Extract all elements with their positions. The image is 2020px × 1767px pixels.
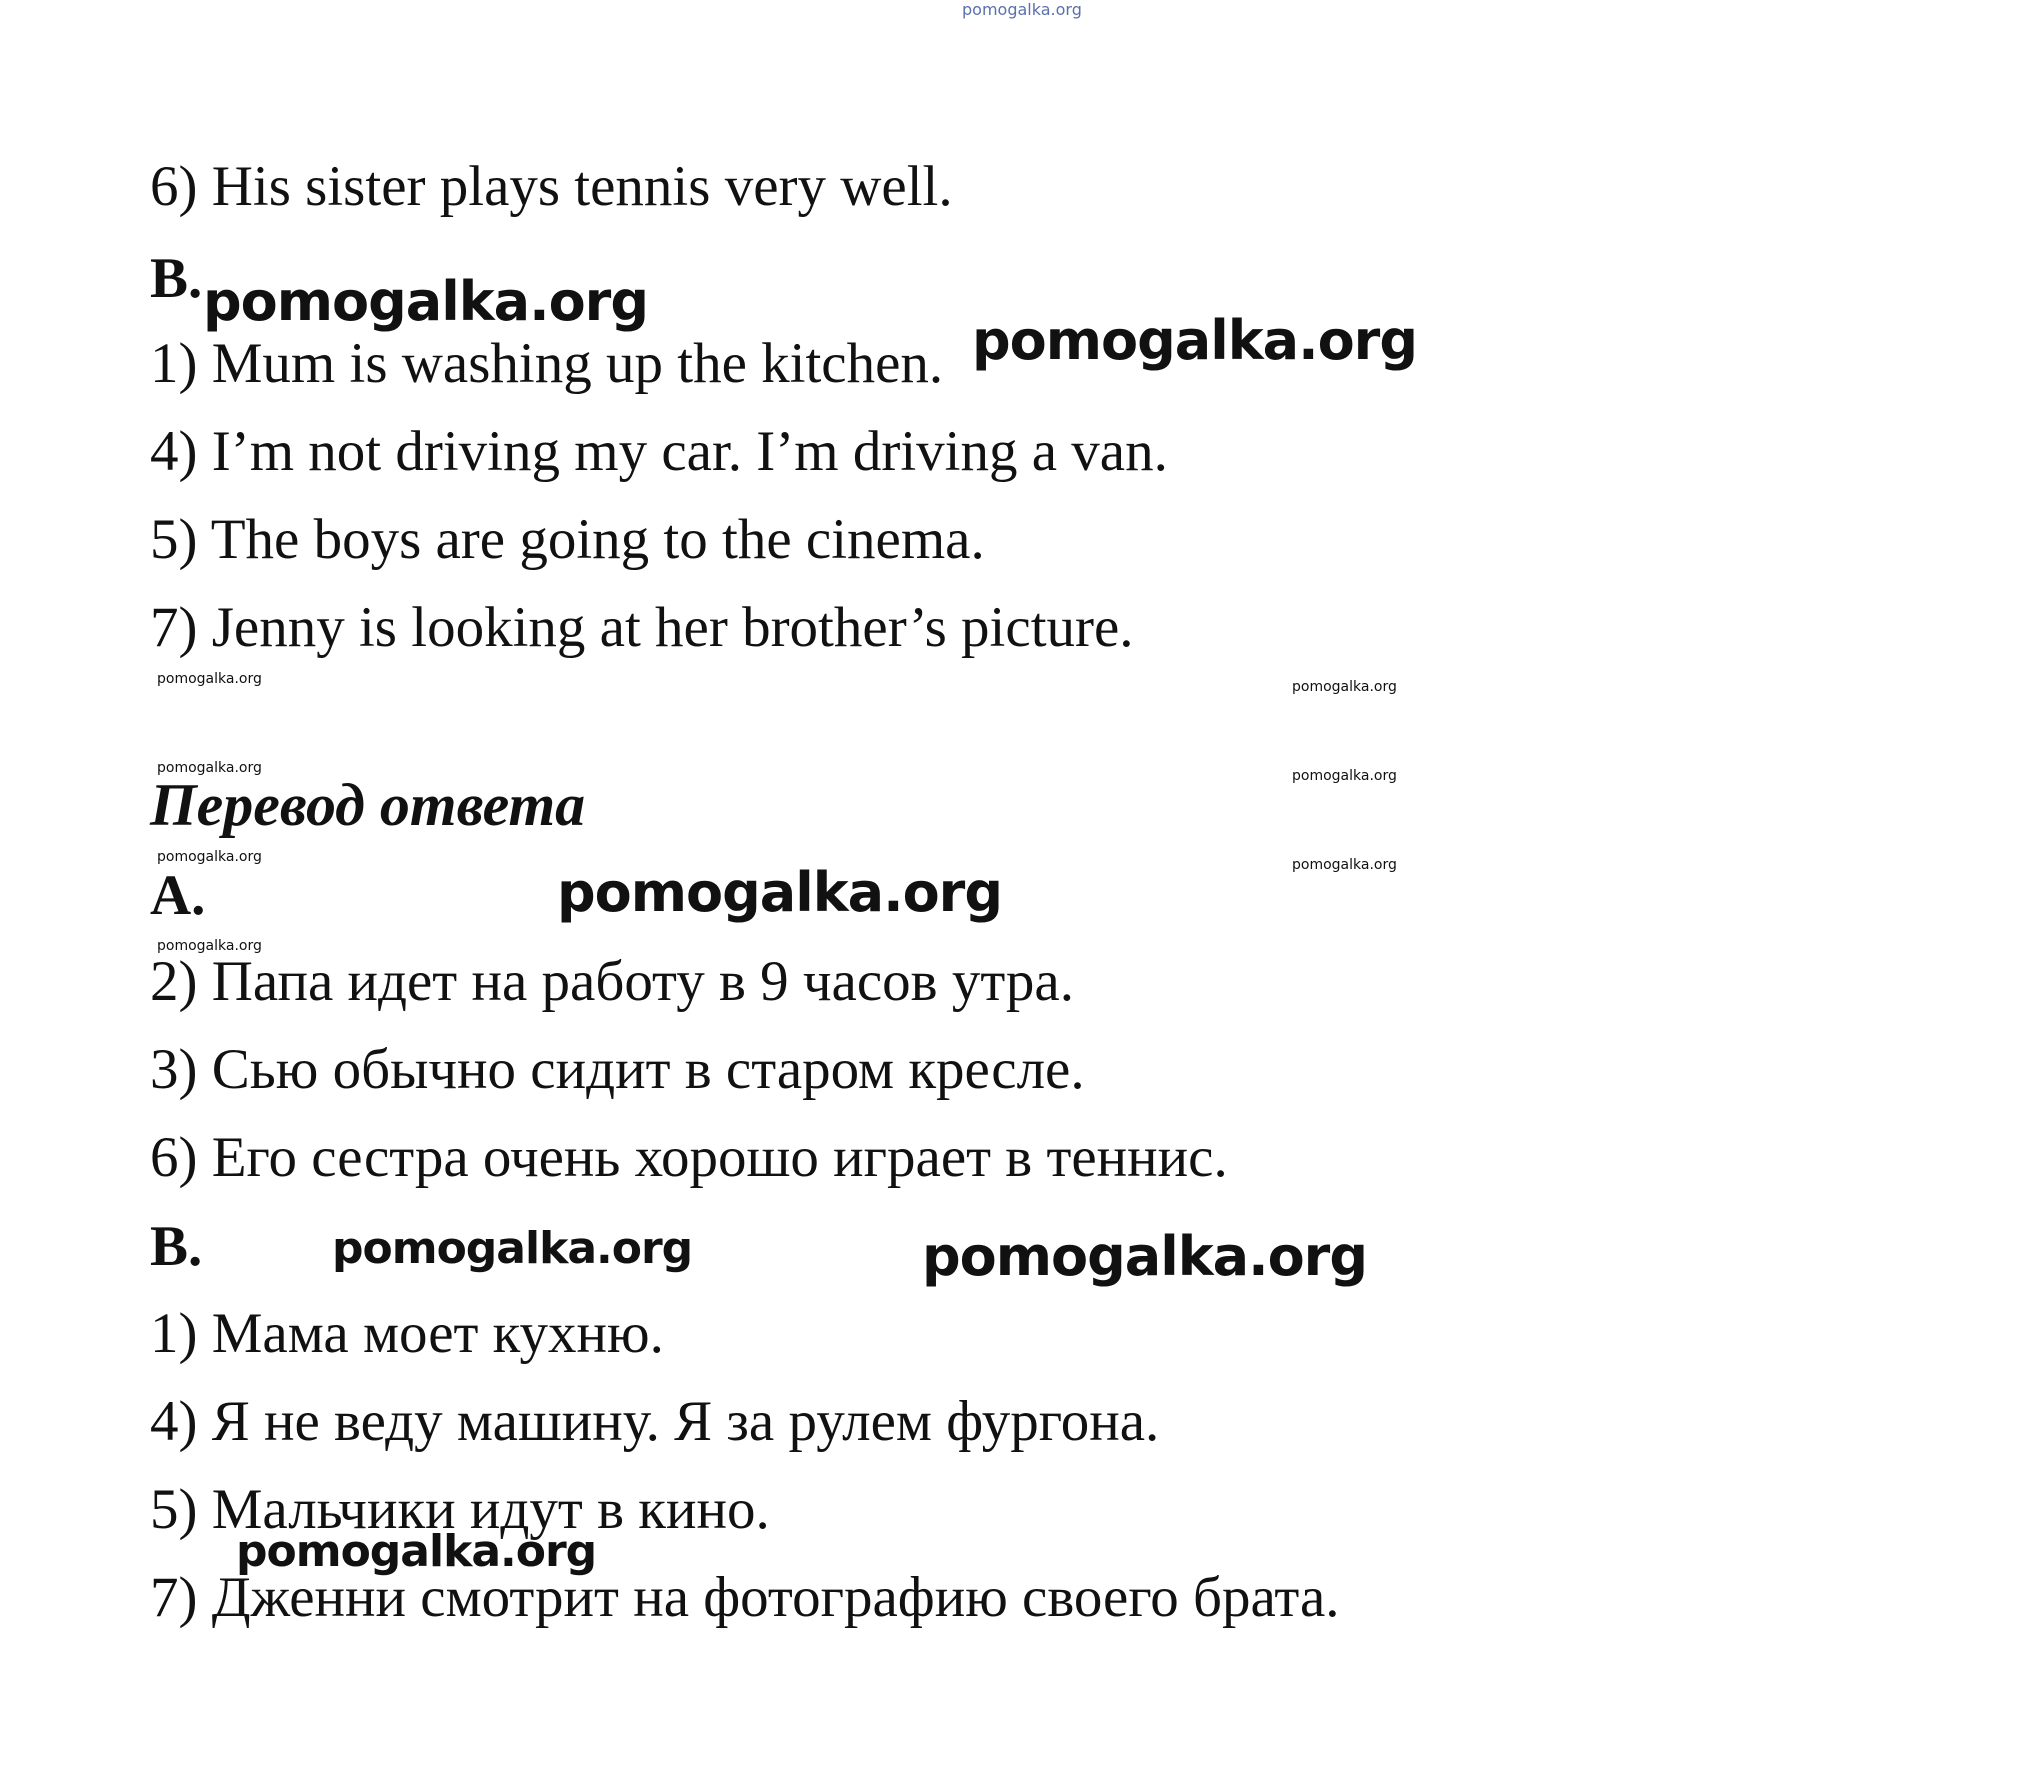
answer-a6-ru: 6) Его сестра очень хорошо играет в теннис. xyxy=(150,1126,1228,1189)
answer-b7-ru: 7) Дженни смотрит на фотографию своего брата. xyxy=(150,1566,1340,1629)
section-a-label-ru: A. xyxy=(150,864,206,927)
answer-b5-en: 5) The boys are going to the cinema. xyxy=(150,508,985,571)
watermark-3: pomogalka.org xyxy=(157,671,262,687)
watermark-5: pomogalka.org xyxy=(157,760,262,776)
watermark-11: pomogalka.org xyxy=(332,1223,693,1274)
section-b-label-en: B. xyxy=(150,247,203,310)
answer-b1-en: 1) Mum is washing up the kitchen. xyxy=(150,332,944,395)
watermark-top: pomogalka.org xyxy=(962,0,1082,19)
answer-a6-en: 6) His sister plays tennis very well. xyxy=(150,155,953,218)
answer-a2-ru: 2) Папа идет на работу в 9 часов утра. xyxy=(150,950,1074,1013)
watermark-6: pomogalka.org xyxy=(1292,768,1397,784)
watermark-8: pomogalka.org xyxy=(1292,857,1397,873)
watermark-9: pomogalka.org xyxy=(157,938,262,954)
watermark-7: pomogalka.org xyxy=(157,849,262,865)
watermark-1: pomogalka.org xyxy=(203,270,648,333)
watermark-10: pomogalka.org xyxy=(557,861,1002,924)
watermark-4: pomogalka.org xyxy=(1292,679,1397,695)
translation-heading: Перевод ответа xyxy=(150,772,586,838)
answer-b4-ru: 4) Я не веду машину. Я за рулем фургона. xyxy=(150,1390,1160,1453)
section-b-label-ru: B. xyxy=(150,1215,203,1278)
answer-b7-en: 7) Jenny is looking at her brother’s picture. xyxy=(150,596,1134,659)
answer-b5-ru: 5) Мальчики идут в кино. xyxy=(150,1478,770,1541)
watermark-12: pomogalka.org xyxy=(922,1225,1367,1288)
answer-a3-ru: 3) Сью обычно сидит в старом кресле. xyxy=(150,1038,1085,1101)
answer-b1-ru: 1) Мама моет кухню. xyxy=(150,1302,664,1365)
answer-b4-en: 4) I’m not driving my car. I’m driving a van. xyxy=(150,420,1168,483)
watermark-2: pomogalka.org xyxy=(972,309,1417,372)
watermark-13: pomogalka.org xyxy=(236,1526,597,1577)
